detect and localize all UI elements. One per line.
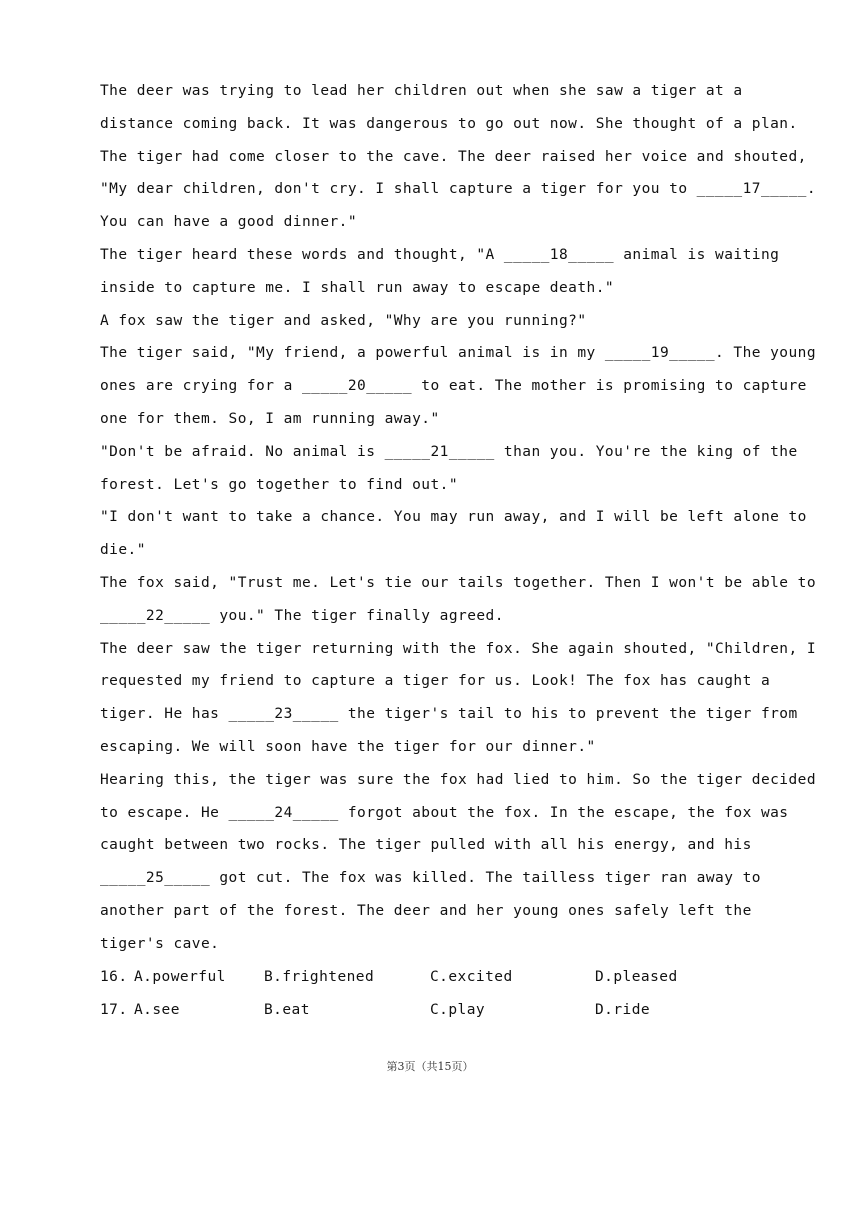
option-d: D.ride bbox=[595, 1001, 651, 1018]
passage-line: to escape. He _____24_____ forgot about the fox. In the escape, the fox was bbox=[100, 804, 789, 821]
answer-options bbox=[100, 961, 780, 1027]
passage-line: The tiger heard these words and thought, "A _____18_____ animal is waiting bbox=[100, 246, 780, 263]
page-footer: 第3页（共15页） bbox=[386, 1060, 474, 1073]
passage-line: one for them. So, I am running away." bbox=[100, 410, 440, 427]
passage-line: The deer was trying to lead her children out when she saw a tiger at a bbox=[100, 83, 743, 99]
passage-line: "I don't want to take a chance. You may run away, and I will be left alone to bbox=[100, 509, 807, 526]
passage-line: _____25_____ got cut. The fox was killed. The tailless tiger ran away to bbox=[100, 870, 761, 887]
option-a: A.see bbox=[134, 1001, 180, 1018]
passage-line: forest. Let's go together to find out." bbox=[100, 476, 459, 493]
passage-line: ones are crying for a _____20_____ to eat. The mother is promising to capture bbox=[100, 378, 807, 395]
passage-line: escaping. We will soon have the tiger for our dinner." bbox=[100, 738, 596, 755]
option-a: A.powerful bbox=[134, 969, 226, 985]
reading-passage bbox=[100, 75, 817, 961]
question-number: 17. bbox=[100, 1001, 128, 1018]
option-b: B.eat bbox=[264, 1001, 310, 1018]
passage-line: distance coming back. It was dangerous to go out now. She thought of a plan. bbox=[100, 115, 798, 132]
passage-line: You can have a good dinner." bbox=[100, 214, 358, 231]
passage-line: tiger's cave. bbox=[100, 935, 220, 952]
passage-line: die." bbox=[100, 542, 146, 559]
question-17-row bbox=[100, 994, 780, 1027]
option-c: C.play bbox=[430, 1001, 486, 1018]
passage-line: A fox saw the tiger and asked, "Why are you running?" bbox=[100, 312, 587, 329]
passage-line: inside to capture me. I shall run away to escape death." bbox=[100, 279, 615, 296]
passage-line: requested my friend to capture a tiger for us. Look! The fox has caught a bbox=[100, 673, 771, 690]
passage-line: "My dear children, don't cry. I shall capture a tiger for you to _____17_____. bbox=[100, 181, 817, 198]
passage-line: Hearing this, the tiger was sure the fox had lied to him. So the tiger decided bbox=[100, 771, 817, 788]
question-16-row bbox=[100, 961, 780, 994]
passage-line: caught between two rocks. The tiger pulled with all his energy, and his bbox=[100, 837, 752, 854]
question-number: 16. bbox=[100, 969, 128, 985]
passage-line: The tiger said, "My friend, a powerful animal is in my _____19_____. The young bbox=[100, 345, 817, 362]
passage-line: "Don't be afraid. No animal is _____21_____ than you. You're the king of the bbox=[100, 443, 798, 460]
option-d: D.pleased bbox=[595, 969, 678, 985]
option-b: B.frightened bbox=[264, 969, 375, 985]
passage-line: another part of the forest. The deer and her young ones safely left the bbox=[100, 902, 752, 919]
passage-line: The fox said, "Trust me. Let's tie our tails together. Then I won't be able to bbox=[100, 574, 817, 591]
passage-line: _____22_____ you." The tiger finally agreed. bbox=[100, 607, 504, 624]
option-c: C.excited bbox=[430, 969, 513, 985]
passage-line: tiger. He has _____23_____ the tiger's tail to his to prevent the tiger from bbox=[100, 706, 798, 723]
passage-line: The deer saw the tiger returning with the fox. She again shouted, "Children, I bbox=[100, 640, 817, 657]
passage-line: The tiger had come closer to the cave. The deer raised her voice and shouted, bbox=[100, 148, 807, 165]
